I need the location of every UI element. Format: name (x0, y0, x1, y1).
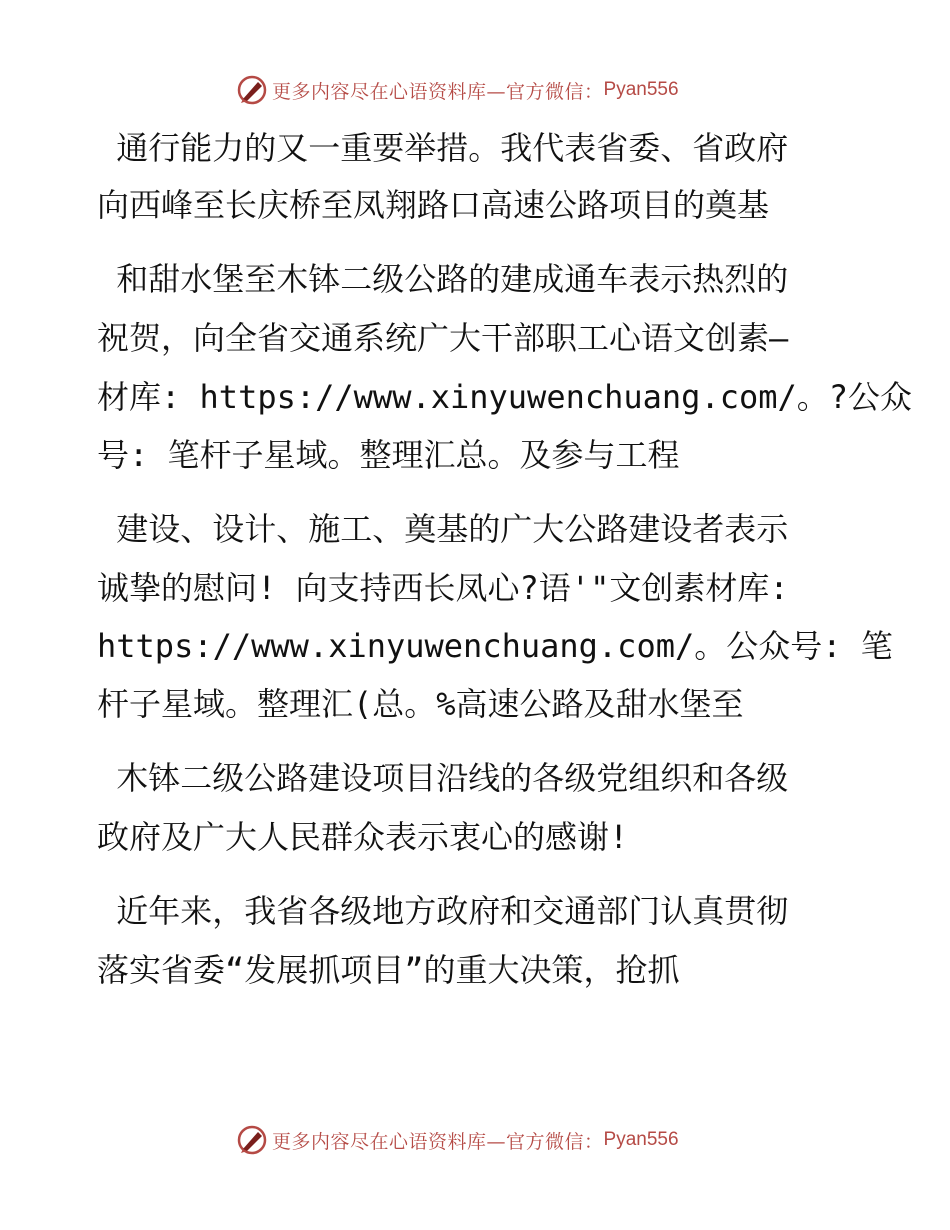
footer-banner-wechat-id: Pyan556 (603, 1129, 679, 1150)
body-line: 材库: https://www.xinyuwenchuang.com/。?公众 (97, 378, 913, 416)
body-line: https://www.xinyuwenchuang.com/。公众号: 笔 (97, 627, 893, 665)
footer-banner-text: 更多内容尽在心语资料库—官方微信： (272, 1130, 604, 1153)
body-line: 政府及广大人民群众表示衷心的感谢! (97, 818, 629, 856)
body-line: 诚挚的慰问! 向支持西长凤心?语'"文创素材库: (97, 569, 789, 607)
body-line: 号: 笔杆子星域。整理汇总。及参与工程 (97, 436, 680, 474)
body-line: 木钵二级公路建设项目沿线的各级党组织和各级 (97, 759, 789, 797)
body-line: 向西峰至长庆桥至凤翔路口高速公路项目的奠基 (97, 186, 770, 224)
body-line: 和甜水堡至木钵二级公路的建成通车表示热烈的 (97, 260, 789, 298)
footer-banner (236, 1124, 679, 1156)
header-banner-wechat-id: Pyan556 (603, 79, 679, 100)
body-line: 杆子星域。整理汇(总。%高速公路及甜水堡至 (97, 685, 744, 723)
body-line: 建设、设计、施工、奠基的广大公路建设者表示 (97, 510, 789, 548)
body-line: 祝贺，向全省交通系统广大干部职工心语文创素— (97, 319, 789, 357)
body-line: 落实省委“发展抓项目”的重大决策，抢抓 (97, 951, 680, 989)
header-banner-text: 更多内容尽在心语资料库—官方微信： (272, 80, 604, 103)
pen-logo-icon (236, 1124, 268, 1156)
body-line: 通行能力的又一重要举措。我代表省委、省政府 (97, 129, 789, 167)
body-line: 近年来，我省各级地方政府和交通部门认真贯彻 (97, 892, 789, 930)
